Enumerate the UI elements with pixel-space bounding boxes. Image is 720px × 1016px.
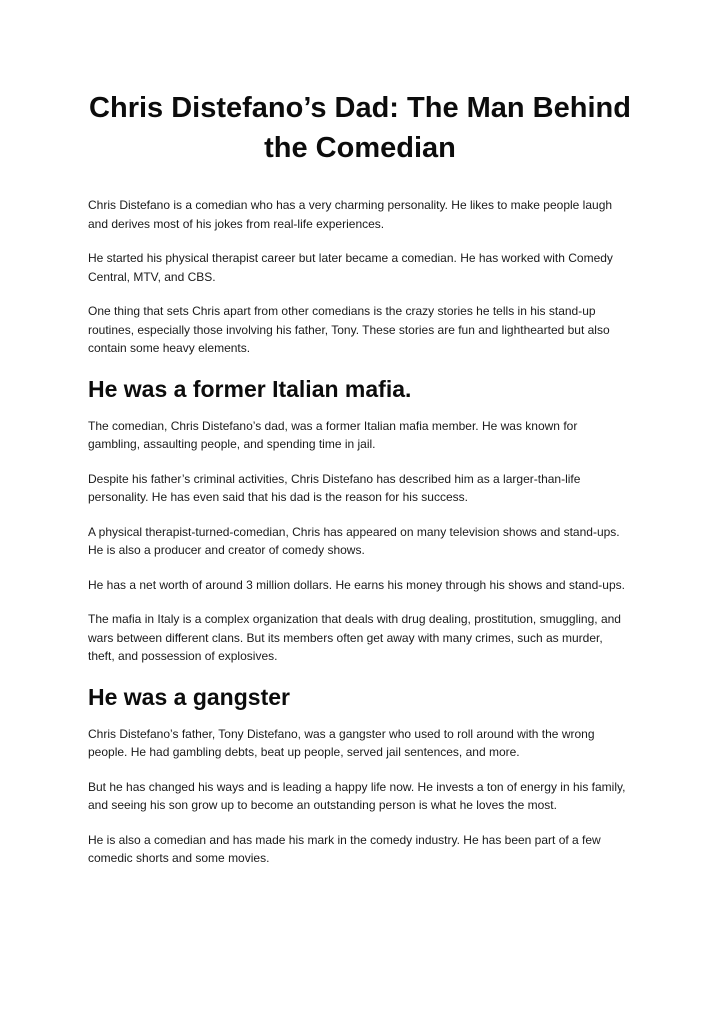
section-paragraph: But he has changed his ways and is leading a happy life now. He invests a ton of energy in his family, and seeing his son grow up to become an outstanding person is what he loves the most. [88,779,626,812]
section-paragraph: Despite his father’s criminal activities, Chris Distefano has described him as a larger-than-life personality. He has even said that his dad is the reason for his success. [88,471,581,504]
document-title: Chris Distefano’s Dad: The Man Behind the Comedian [89,92,631,164]
section-heading-gangster: He was a gangster [88,683,290,710]
intro-paragraph: Chris Distefano is a comedian who has a very charming personality. He likes to make people laugh and derives most of his jokes from real-life experiences. [88,198,613,231]
intro-paragraph: He started his physical therapist career but later became a comedian. He has worked with Comedy Central, MTV, and CBS. [88,251,613,284]
section-paragraph: A physical therapist-turned-comedian, Chris has appeared on many television shows and stand-ups. He is also a producer and creator of comedy shows. [88,524,620,557]
section-paragraph: The comedian, Chris Distefano’s dad, was a former Italian mafia member. He was known for gambling, assaulting people, and spending time in jail. [88,418,578,451]
intro-paragraph: One thing that sets Chris apart from other comedians is the crazy stories he tells in his stand-up routines, especially those involving his father, Tony. These stories are fun and lighthearted but also contain some heavy elements. [88,304,610,355]
section-paragraph: He has a net worth of around 3 million dollars. He earns his money through his shows and stand-ups. [88,577,625,592]
section-paragraph: Chris Distefano’s father, Tony Distefano, was a gangster who used to roll around with the wrong people. He had gambling debts, beat up people, served jail sentences, and more. [88,726,595,759]
section-paragraph: The mafia in Italy is a complex organization that deals with drug dealing, prostitution, smuggling, and wars between different clans. But its members often get away with many crimes, such as murder, theft, and possession of explosives. [88,612,621,663]
section-paragraph: He is also a comedian and has made his mark in the comedy industry. He has been part of a few comedic shorts and some movies. [88,832,601,865]
section-heading-mafia: He was a former Italian mafia. [88,375,412,402]
